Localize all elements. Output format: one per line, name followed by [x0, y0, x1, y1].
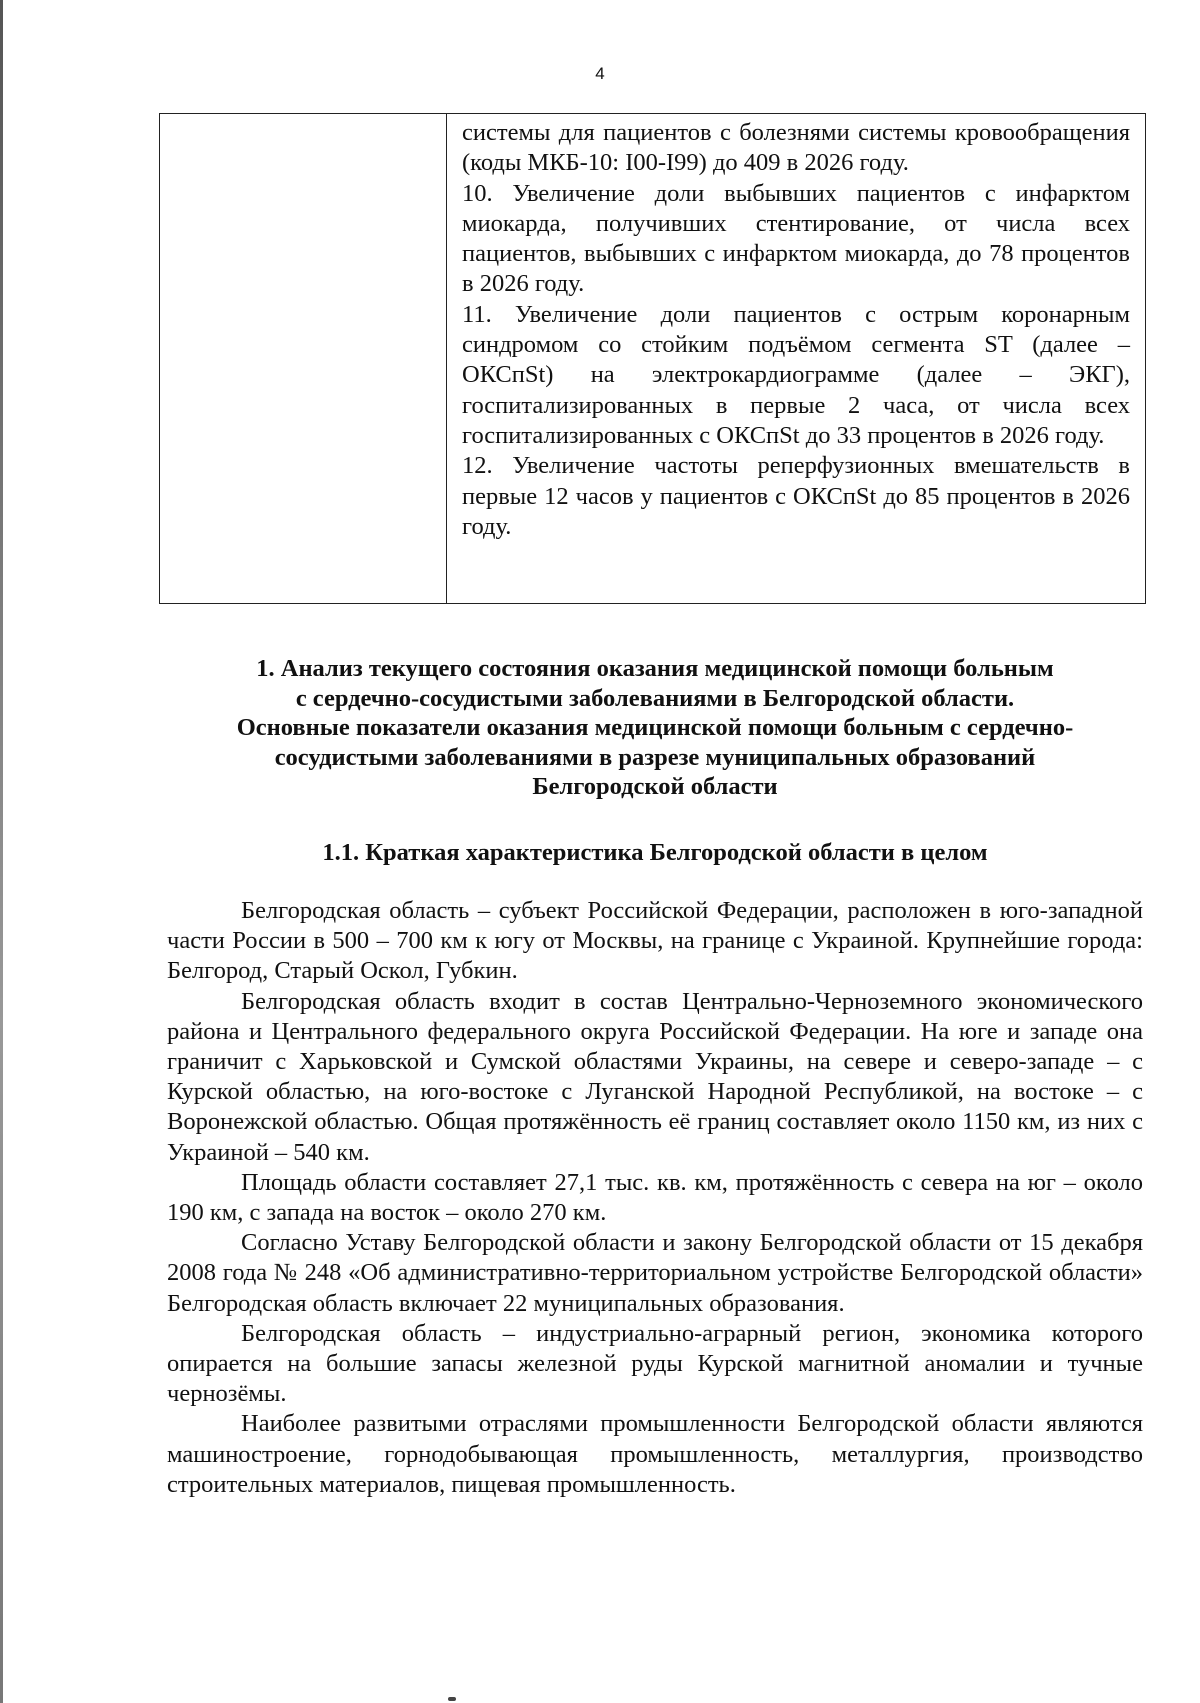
- section-title-line: сосудистыми заболеваниями в разрезе муниципальных образований: [274, 743, 1036, 771]
- paragraph: Площадь области составляет 27,1 тыс. кв. км, протяжённость с севера на юг – около 190 км, с запада на восток – около 270 км.: [167, 1168, 1143, 1227]
- continuation-table: [159, 113, 1146, 604]
- paragraph: Согласно Уставу Белгородской области и закону Белгородской области от 15 декабря 2008 года № 248 «Об административно-территориальном устройстве Белгородской области» Белгородская область включает 22 муниципальных образования.: [167, 1229, 1143, 1317]
- paragraph: Наиболее развитыми отраслями промышленности Белгородской области являются машиностроение, горнодобывающая промышленность, металлургия, производство строительных материалов, пищевая промышленность.: [167, 1410, 1143, 1498]
- section-title-line: Основные показатели оказания медицинской помощи больным с сердечно-: [236, 714, 1074, 742]
- body-text: [167, 896, 1143, 1500]
- table-column-divider: [446, 114, 447, 603]
- section-title-line: Белгородской области: [532, 773, 778, 801]
- scan-edge: [0, 0, 3, 1703]
- page-number: 4: [595, 64, 605, 83]
- target-item: 11. Увеличение доли пациентов с острым коронарным синдромом со стойким подъёмом сегмента ST (далее – ОКСпSt) на электрокардиограмме (далее – ЭКГ), госпитализированных в первые 2 часа, от числа всех госпитализированных с ОКСпSt до 33 процентов в 2026 году.: [462, 300, 1130, 449]
- scan-artifact: [448, 1697, 456, 1701]
- target-item: 10. Увеличение доли выбывших пациентов с инфарктом миокарда, получивших стентирование, от числа всех пациентов, выбывших с инфарктом миокарда, до 78 процентов в 2026 году.: [462, 179, 1130, 298]
- section-title: [160, 654, 1150, 802]
- subsection-title: 1.1. Краткая характеристика Белгородской области в целом: [322, 839, 988, 866]
- section-title-line: с сердечно-сосудистыми заболеваниями в Белгородской области.: [295, 684, 1015, 712]
- section-title-line: 1. Анализ текущего состояния оказания медицинской помощи больным: [256, 655, 1054, 682]
- target-item: 12. Увеличение частоты реперфузионных вмешательств в первые 12 часов у пациентов с ОКСпSt до 85 процентов в 2026 году.: [462, 452, 1130, 540]
- table-cell-targets: [462, 118, 1130, 542]
- paragraph: Белгородская область – субъект Российской Федерации, расположен в юго-западной части России в 500 – 700 км к югу от Москвы, на границе с Украиной. Крупнейшие города: Белгород, Старый Оскол, Губкин.: [167, 897, 1143, 985]
- target-item: системы для пациентов с болезнями системы кровообращения (коды МКБ-10: I00-I99) до 409 в 2026 году.: [462, 119, 1130, 177]
- paragraph: Белгородская область – индустриально-аграрный регион, экономика которого опирается на большие запасы железной руды Курской магнитной аномалии и тучные чернозёмы.: [167, 1319, 1143, 1408]
- paragraph: Белгородская область входит в состав Центрально-Черноземного экономического района и Центрального федерального округа Российской Федерации. На юге и западе она граничит с Харьковской и Сумской областями Украины, на севере и северо-западе – с Курской областью, на юго-востоке с Луганской Народной Республикой, на востоке – с Воронежской областью. Общая протяжённость её границ составляет около 1150 км, из них с Украиной – 540 км.: [167, 987, 1143, 1166]
